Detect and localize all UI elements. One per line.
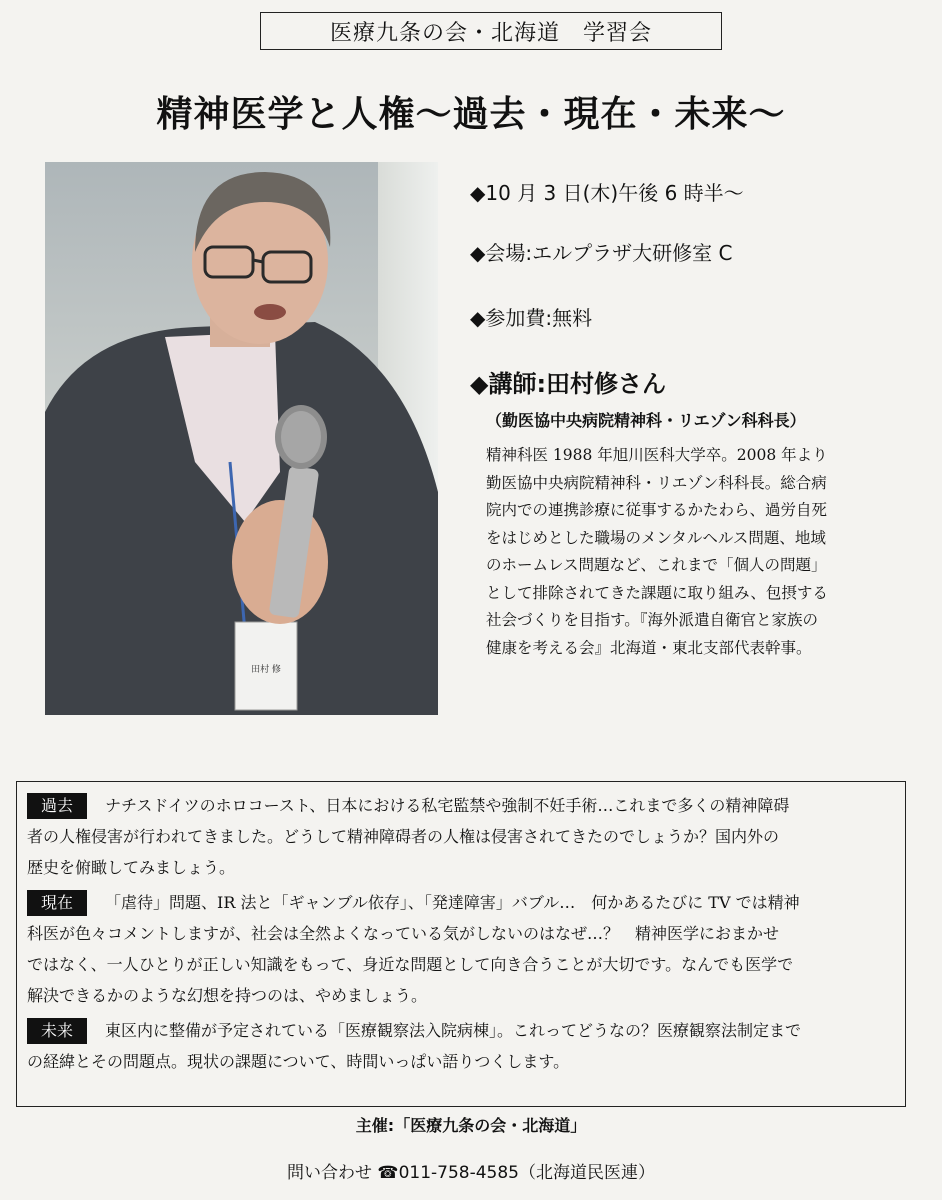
topic-future bbox=[27, 1015, 895, 1077]
topic-line: 歴史を俯瞰してみましょう。 bbox=[27, 858, 236, 877]
event-date: ◆10 月 3 日(木)午後 6 時半〜 bbox=[470, 181, 744, 205]
speaker-photo bbox=[45, 162, 438, 715]
bio-line: 健康を考える会』北海道・東北支部代表幹事。 bbox=[486, 638, 812, 657]
topic-line: ではなく、一人ひとりが正しい知識をもって、身近な問題として向き合うことが大切です。なんでも医学で bbox=[27, 955, 794, 974]
lecturer-affiliation: （勤医協中央病院精神科・リエゾン科科長） bbox=[486, 411, 806, 430]
event-fee: ◆参加費:無料 bbox=[470, 306, 593, 330]
topic-line: 科医が色々コメントしますが、社会は全然よくなっている気がしないのはなぜ…？ 精神医学におまかせ bbox=[27, 924, 780, 943]
bio-line: 勤医協中央病院精神科・リエゾン科科長。総合病 bbox=[486, 473, 827, 492]
sponsor-line: 主催:「医療九条の会・北海道」 bbox=[355, 1116, 587, 1135]
speaker-illustration bbox=[45, 162, 438, 715]
name-badge-text: 田村 修 bbox=[251, 665, 281, 675]
topic-line: の経緯とその問題点。現状の課題について、時間いっぱい語りつくします。 bbox=[27, 1052, 570, 1071]
topic-present bbox=[27, 887, 895, 1011]
bio-line: をはじめとした職場のメンタルヘルス問題、地域 bbox=[486, 528, 826, 547]
topic-line: 東区内に整備が予定されている「医療観察法入院病棟」。これってどうなの？医療観察法制定まで bbox=[105, 1021, 802, 1040]
bio-line: 院内での連携診療に従事するかたわら、過労自死 bbox=[486, 501, 828, 519]
topic-past bbox=[27, 790, 895, 883]
lecturer-bio bbox=[486, 442, 908, 662]
event-venue: ◆会場:エルプラザ大研修室 C bbox=[470, 241, 733, 265]
topic-line: 「虐待」問題、IR 法と「ギャンブル依存」、「発達障害」バブル… 何かあるたびに TV では精神 bbox=[105, 893, 800, 912]
topic-line: 者の人権侵害が行われてきました。どうして精神障碍者の人権は侵害されてきたのでしょうか？国内外の bbox=[27, 827, 780, 846]
topics-box bbox=[16, 781, 906, 1107]
topic-tag: 現在 bbox=[27, 890, 87, 916]
bio-line: 精神科医 1988 年旭川医科大学卒。2008 年より bbox=[486, 446, 828, 464]
topic-line: ナチスドイツのホロコースト、日本における私宅監禁や強制不妊手術…これまで多くの精神障碍 bbox=[105, 796, 790, 815]
topic-line: 解決できるかのような幻想を持つのは、やめましょう。 bbox=[27, 986, 428, 1005]
organizer-header-box bbox=[260, 12, 722, 50]
contact-line: 問い合わせ ☎011-758-4585（北海道民医連） bbox=[286, 1163, 655, 1183]
bio-line: のホームレス問題など、これまで「個人の問題」 bbox=[486, 556, 827, 574]
lecturer-name: ◆講師:田村修さん bbox=[470, 370, 667, 398]
topic-tag: 過去 bbox=[27, 793, 87, 819]
event-title: 精神医学と人権〜過去・現在・未来〜 bbox=[156, 94, 786, 135]
bio-line: として排除されてきた課題に取り組み、包摂する bbox=[486, 583, 828, 602]
bio-line: 社会づくりを目指す。『海外派遣自衛官と家族の bbox=[486, 611, 819, 629]
topic-tag: 未来 bbox=[27, 1018, 87, 1044]
organizer-title: 医療九条の会・北海道 学習会 bbox=[329, 20, 652, 46]
